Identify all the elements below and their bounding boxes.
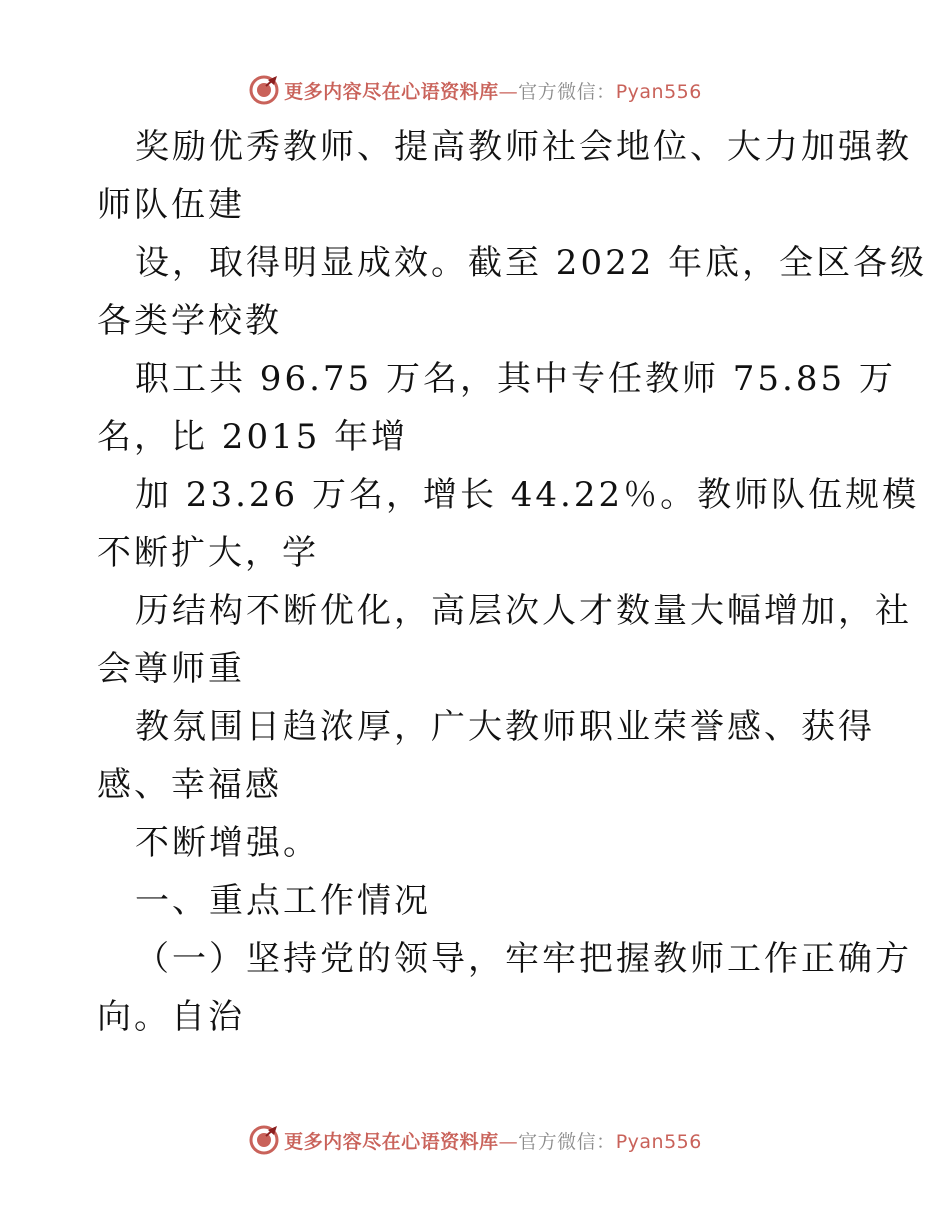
- paragraph-line: 设，取得明显成效。截至 2022 年底，全区各级: [135, 243, 928, 283]
- brand-separator: —: [498, 1130, 519, 1153]
- paragraph-line: 历结构不断优化，高层次人才数量大幅增加，社: [135, 591, 912, 631]
- brand-text: 更多内容尽在心语资料库: [284, 1130, 499, 1153]
- brand-text-group: [284, 77, 702, 104]
- paragraph-line: 师队伍建: [97, 185, 245, 225]
- paragraph-line: 加 23.26 万名，增长 44.22％。教师队伍规模: [135, 475, 920, 515]
- paragraph-line: 奖励优秀教师、提高教师社会地位、大力加强教: [135, 127, 912, 167]
- wechat-label: 官方微信：: [518, 80, 616, 103]
- document-body: [97, 118, 928, 1046]
- paragraph-line: 各类学校教: [97, 301, 282, 341]
- paragraph-line: （一）坚持党的领导，牢牢把握教师工作正确方: [135, 939, 912, 979]
- wechat-id: Pyan556: [615, 80, 702, 103]
- paragraph-line: 不断增强。: [135, 823, 320, 863]
- footer-banner: [0, 1120, 950, 1160]
- wechat-id: Pyan556: [615, 1130, 702, 1153]
- paragraph-line: 向。自治: [97, 997, 245, 1037]
- brand-separator: —: [498, 80, 519, 103]
- brand-logo-icon: [248, 1124, 280, 1156]
- brand-text: 更多内容尽在心语资料库: [284, 80, 499, 103]
- header-banner: [0, 70, 950, 110]
- paragraph-line: 会尊师重: [97, 649, 245, 689]
- paragraph-line: 一、重点工作情况: [135, 881, 431, 921]
- paragraph-line: 感、幸福感: [97, 765, 282, 805]
- paragraph-line: 职工共 96.75 万名，其中专任教师 75.85 万: [135, 359, 896, 399]
- wechat-label: 官方微信：: [518, 1130, 616, 1153]
- paragraph-line: 名，比 2015 年增: [97, 417, 409, 457]
- brand-text-group: [284, 1127, 702, 1154]
- paragraph-line: 教氛围日趋浓厚，广大教师职业荣誉感、获得: [135, 707, 875, 747]
- paragraph-line: 不断扩大，学: [97, 533, 319, 573]
- brand-logo-icon: [248, 74, 280, 106]
